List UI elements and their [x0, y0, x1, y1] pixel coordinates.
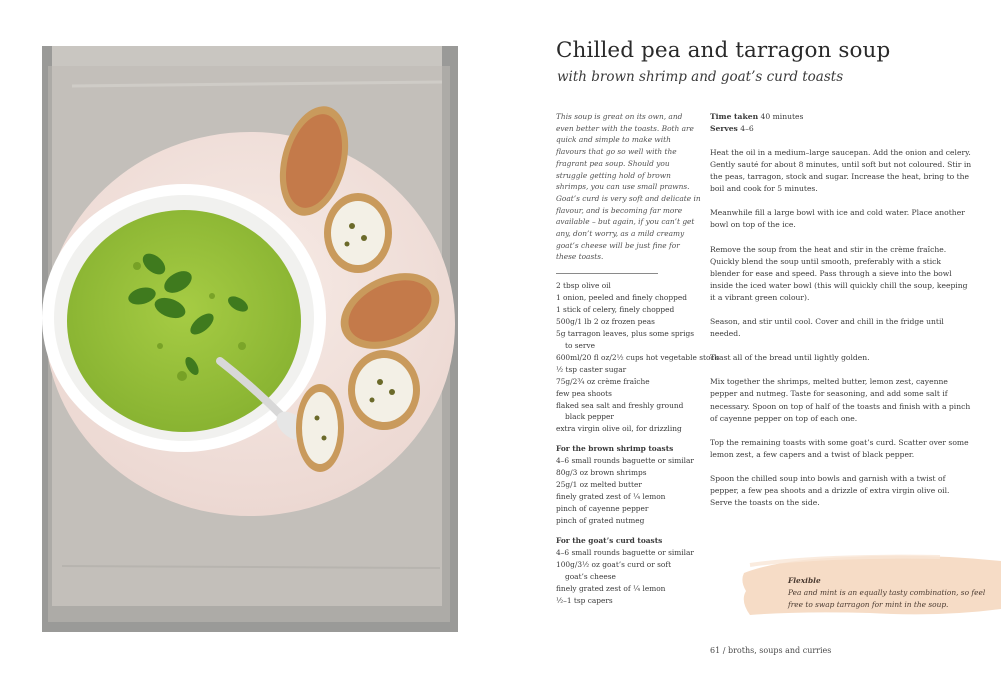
ingredient-line: ½–1 tsp capers: [556, 595, 613, 605]
recipe-meta: [710, 111, 803, 136]
ingredient-line: 100g/3½ oz goat’s curd or soft: [556, 559, 672, 569]
ingredient-line: 500g/1 lb 2 oz frozen peas: [556, 316, 655, 326]
ingredient-line: 4–6 small rounds baguette or similar: [556, 548, 694, 558]
ingredient-line: 75g/2¾ oz crème fraîche: [556, 376, 650, 386]
soup-photo: [42, 46, 458, 632]
ingredient-line: flaked sea salt and freshly ground: [556, 400, 684, 410]
time-label: Time taken: [710, 112, 759, 121]
ingredient-line: 25g/1 oz melted butter: [556, 480, 642, 490]
ingredient-line: to serve: [565, 340, 596, 350]
serves-label: Serves: [710, 124, 738, 134]
method: [710, 147, 972, 521]
ingredient-line: 5g tarragon leaves, plus some sprigs: [556, 328, 695, 338]
intro-text: This soup is great on its own, and even better with the toasts. Both are quick and simple to make with flavours that go so well with the fragrant pea soup. Should you struggle getting hold of brown shrimps, you can use small prawns. Goat’s curd is very soft and delicate in flavour, and is becoming far more available – but again, if you can’t get any, don’t worry, as a mild creamy goat’s cheese will be just fine for these toasts.: [556, 112, 701, 262]
tip-text: Pea and mint is an equally tasty combination, so feel free to swap tarragon for mint in the soup.: [788, 587, 986, 609]
shrimp-toasts-heading: For the brown shrimp toasts: [556, 444, 674, 454]
ingredient-line: finely grated zest of ¼ lemon: [556, 492, 666, 502]
ingredient-line: 80g/3 oz brown shrimps: [556, 468, 647, 478]
ingredient-line: 2 tbsp olive oil: [556, 281, 611, 290]
method-step: Toast all of the bread until lightly golden.: [710, 353, 870, 363]
page-footer: 61 / broths, soups and curries: [710, 646, 832, 655]
ingredient-line: 1 stick of celery, finely chopped: [556, 304, 675, 314]
ingredient-line: pinch of grated nutmeg: [556, 516, 645, 526]
method-step: Heat the oil in a medium–large saucepan. Add the onion and celery. Gently sauté for about 8 minutes, until soft but not coloured. Stir in the peas, tarragon, stock and sugar. Increase the heat, bring to the boil and cook for 5 minutes.: [710, 148, 972, 194]
method-step: Meanwhile fill a large bowl with ice and cold water. Place another bowl on top of the ice.: [710, 208, 965, 230]
ingredient-line: finely grated zest of ¼ lemon: [556, 583, 666, 593]
ingredient-line: few pea shoots: [556, 388, 612, 398]
method-step: Season, and stir until cool. Cover and chill in the fridge until needed.: [710, 317, 944, 339]
serves-value: 4–6: [740, 124, 754, 134]
ingredient-line: 600ml/20 fl oz/2½ cups hot vegetable stock: [556, 352, 720, 362]
ingredient-line: pinch of cayenne pepper: [556, 504, 649, 514]
ingredient-line: 1 onion, peeled and finely chopped: [556, 292, 687, 302]
serves: [710, 123, 803, 135]
method-step: Spoon the chilled soup into bowls and garnish with a twist of pepper, a few pea shoots and a drizzle of extra virgin olive oil. Serve the toasts on the side.: [710, 473, 950, 508]
tip-heading: Flexible: [788, 576, 821, 585]
goat-toasts-heading: For the goat’s curd toasts: [556, 536, 663, 546]
ingredients-list: [556, 280, 720, 607]
ingredient-line: 4–6 small rounds baguette or similar: [556, 456, 694, 466]
time-value: 40 minutes: [760, 112, 804, 121]
ingredient-line: goat’s cheese: [565, 571, 616, 581]
divider: [556, 273, 658, 274]
method-step: Remove the soup from the heat and stir in the crème fraîche. Quickly blend the soup until smooth, preferably with a stick blender for ease and speed. Pass through a sieve into the bowl inside the iced water bowl (this will quickly chill the soup, keeping it a vibrant green colour).: [710, 244, 968, 302]
ingredient-line: ½ tsp caster sugar: [556, 364, 627, 374]
method-step: Mix together the shrimps, melted butter, lemon zest, cayenne pepper and nutmeg. Taste for seasoning, and add some salt if necessary. Spoon on top of half of the toasts and finish with a pinch of cayenne pepper on top of each one.: [710, 377, 971, 423]
recipe-intro: [556, 111, 702, 263]
time-taken: [710, 111, 803, 123]
tip-box: [788, 575, 988, 610]
ingredient-line: extra virgin olive oil, for drizzling: [556, 424, 682, 434]
ingredient-line: black pepper: [565, 412, 614, 422]
recipe-subtitle: with brown shrimp and goat’s curd toasts: [557, 69, 844, 85]
recipe-title: Chilled pea and tarragon soup: [556, 38, 891, 63]
method-step: Top the remaining toasts with some goat’s curd. Scatter over some lemon zest, a few capers and a twist of black pepper.: [710, 437, 969, 459]
